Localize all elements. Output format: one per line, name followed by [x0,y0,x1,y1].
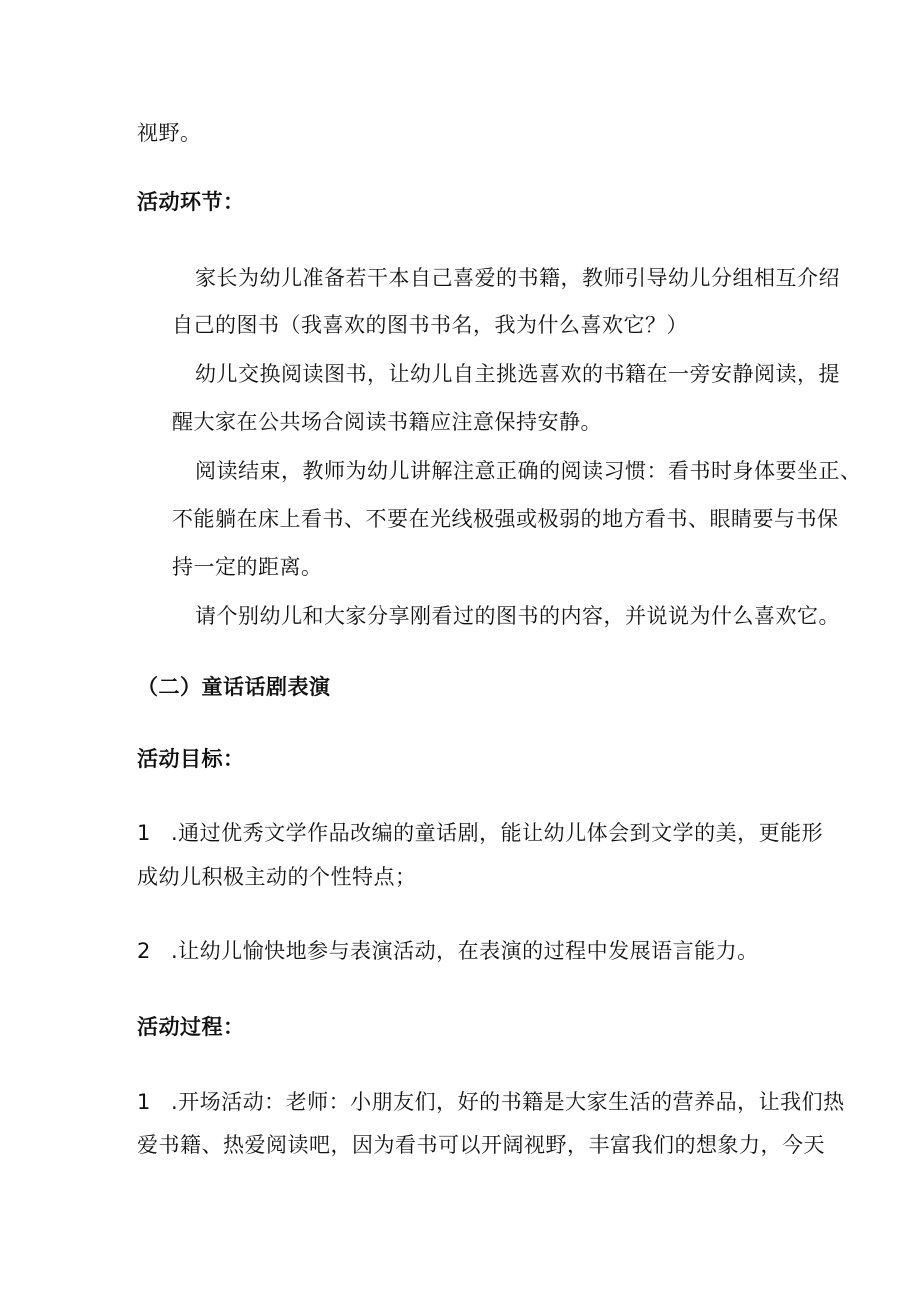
goal-1-text: .通过优秀文学作品改编的童话剧，能让幼儿体会到文学的美，更能形 [171,821,824,845]
intro-tail-text: 视野。 [137,121,202,145]
step-1-line-2: 自己的图书（我喜欢的图书书名，我为什么喜欢它？） [172,313,688,337]
goal-2-number: 2 [137,939,151,963]
goal-1-line-1 [137,818,823,848]
process-heading: 活动过程： [137,1015,245,1039]
process-1-line-1 [137,1087,845,1117]
step-2-line-1: 幼儿交换阅读图书，让幼儿自主挑选喜欢的书籍在一旁安静阅读，提 [195,362,840,386]
step-3-line-2: 不能躺在床上看书、不要在光线极强或极弱的地方看书、眼睛要与书保 [172,507,839,531]
goals-heading: 活动目标： [137,747,245,771]
step-3-line-1: 阅读结束，教师为幼儿讲解注意正确的阅读习惯：看书时身体要坐正、 [195,459,862,483]
step-1-line-1: 家长为幼儿准备若干本自己喜爱的书籍，教师引导幼儿分组相互介绍 [195,266,840,290]
step-3-line-3: 持一定的距离。 [172,555,323,579]
section-2-title: （二）童话话剧表演 [137,675,331,699]
process-1-line-2: 爱书籍、热爱阅读吧，因为看书可以开阔视野，丰富我们的想象力，今天 [137,1133,825,1157]
step-2-line-2: 醒大家在公共场合阅读书籍应注意保持安静。 [172,410,602,434]
goal-1-line-2: 成幼儿积极主动的个性特点； [137,865,417,889]
steps-heading: 活动环节： [137,190,245,214]
step-4-line-1: 请个别幼儿和大家分享刚看过的图书的内容，并说说为什么喜欢它。 [195,604,840,628]
goal-2-text: .让幼儿愉快地参与表演活动，在表演的过程中发展语言能力。 [171,939,759,963]
process-1-text: .开场活动：老师：小朋友们，好的书籍是大家生活的营养品，让我们热 [171,1090,845,1114]
process-1-number: 1 [137,1090,151,1114]
goal-1-number: 1 [137,821,151,845]
goal-2-line-1 [137,936,759,966]
